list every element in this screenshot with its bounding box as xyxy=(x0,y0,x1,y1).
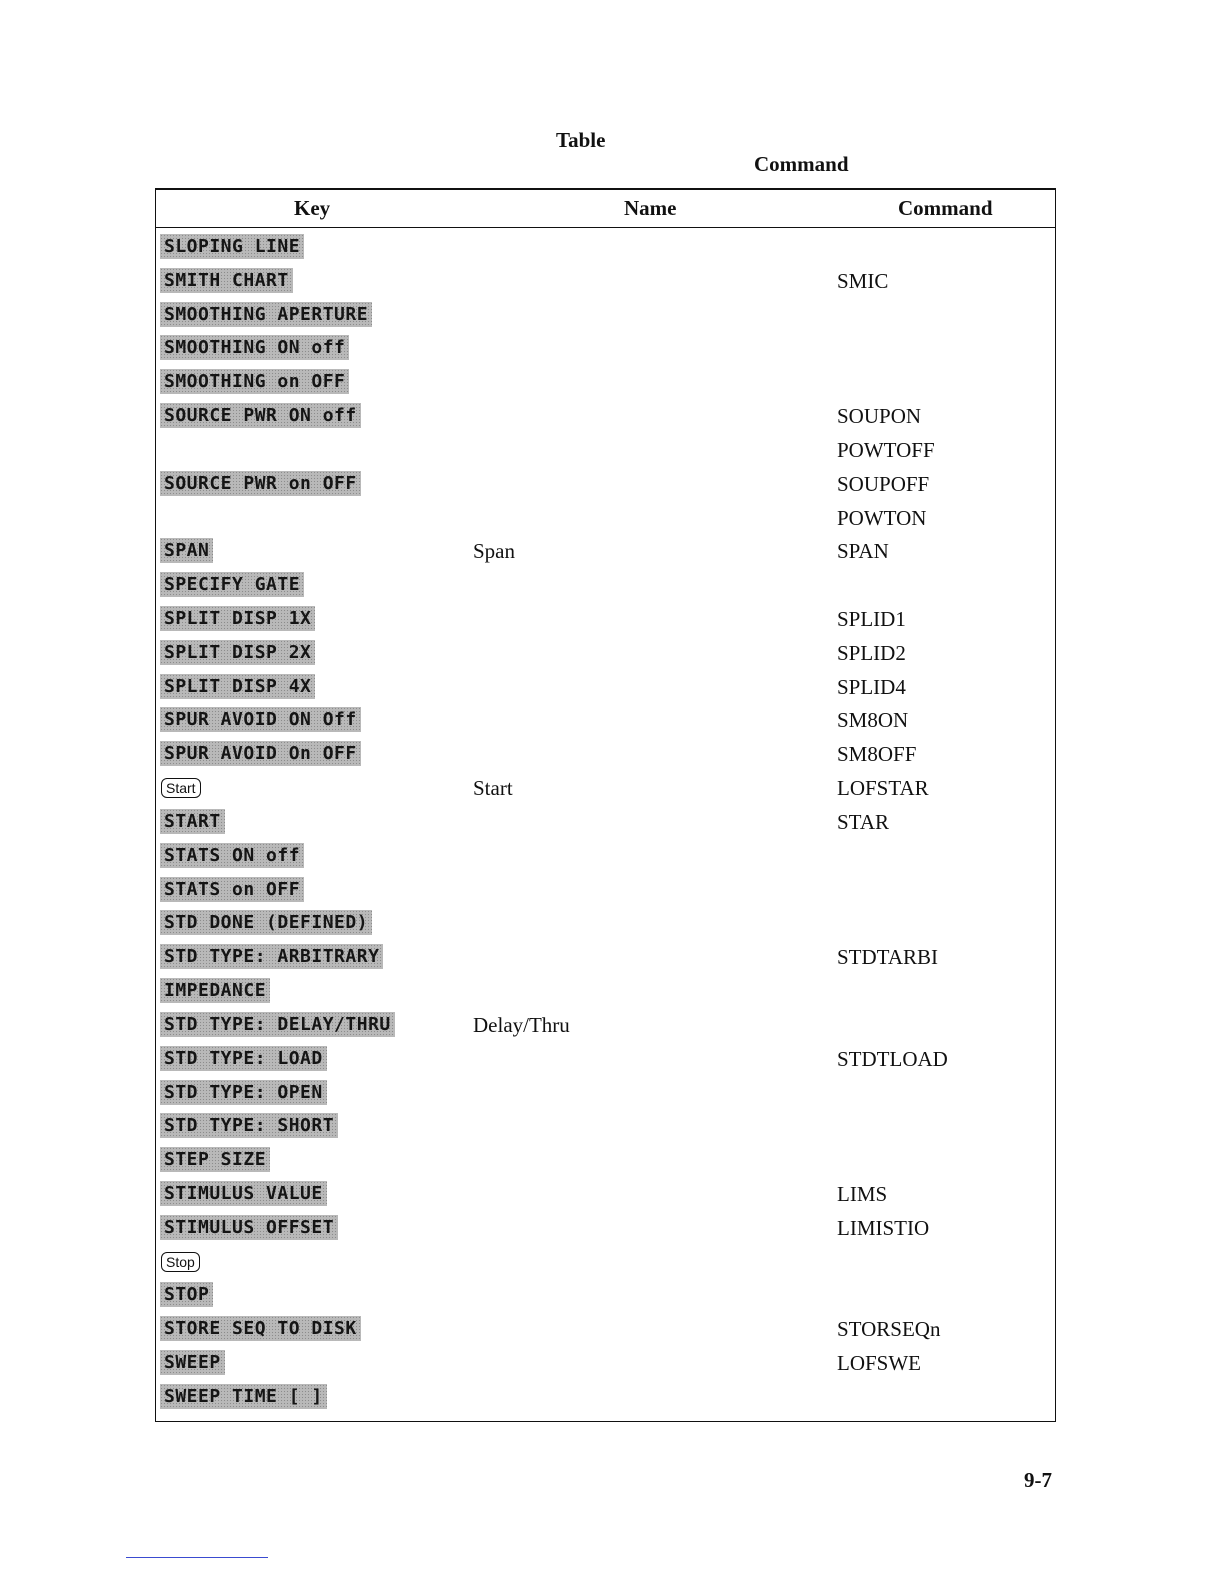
softkey-label: STD TYPE: DELAY/THRU xyxy=(160,1012,395,1037)
table-row xyxy=(157,1314,1052,1344)
table-row xyxy=(157,841,1052,871)
table-row xyxy=(157,807,1052,837)
table-row xyxy=(157,1145,1052,1175)
table-row xyxy=(157,570,1052,600)
softkey-label: SMOOTHING APERTURE xyxy=(160,302,372,327)
function-name: Start xyxy=(473,776,513,801)
gpib-command: SOUPON xyxy=(837,404,922,429)
table-row xyxy=(157,1213,1052,1243)
table-row xyxy=(157,773,1052,803)
header-key: Key xyxy=(294,196,331,220)
table-row xyxy=(157,367,1052,397)
gpib-command: STAR xyxy=(837,809,889,834)
softkey-label: STD TYPE: ARBITRARY xyxy=(160,944,383,969)
table-row xyxy=(157,536,1052,566)
table-row xyxy=(157,1078,1052,1108)
gpib-command: SPAN xyxy=(837,539,889,564)
softkey-label: STEP SIZE xyxy=(160,1147,270,1172)
softkey-label: SLOPING LINE xyxy=(160,234,304,259)
page-number: 9-7 xyxy=(1024,1468,1052,1492)
gpib-command: LIMISTIO xyxy=(837,1215,930,1240)
header-divider xyxy=(155,227,1056,228)
softkey-label: STD TYPE: LOAD xyxy=(160,1046,327,1071)
table-row xyxy=(157,300,1052,330)
gpib-command: STDTARBI xyxy=(837,945,938,970)
hardkey-label: Start xyxy=(161,778,201,798)
softkey-label: SPLIT DISP 1X xyxy=(160,606,315,631)
softkey-label: START xyxy=(160,809,225,834)
gpib-command: STDTLOAD xyxy=(837,1046,948,1071)
table-row xyxy=(157,1179,1052,1209)
table-caption-subtitle: Command xyxy=(754,152,849,176)
softkey-label: STIMULUS OFFSET xyxy=(160,1215,338,1240)
gpib-command: POWTON xyxy=(837,505,927,530)
softkey-label: SWEEP TIME [ ] xyxy=(160,1384,327,1409)
table-row xyxy=(157,942,1052,972)
softkey-label: STD TYPE: OPEN xyxy=(160,1080,327,1105)
softkey-label: STORE SEQ TO DISK xyxy=(160,1316,361,1341)
softkey-label: STIMULUS VALUE xyxy=(160,1181,327,1206)
table-row xyxy=(157,1044,1052,1074)
table-row xyxy=(157,739,1052,769)
table-row xyxy=(157,1010,1052,1040)
footer-rule xyxy=(126,1557,268,1558)
softkey-label: SPECIFY GATE xyxy=(160,572,304,597)
table-row xyxy=(157,638,1052,668)
table-row xyxy=(157,875,1052,905)
table-row xyxy=(157,333,1052,363)
softkey-label: SPUR AVOID On OFF xyxy=(160,741,361,766)
gpib-command: LOFSTAR xyxy=(837,776,929,801)
table-row xyxy=(157,1111,1052,1141)
softkey-label: SMOOTHING ON off xyxy=(160,335,349,360)
table-row xyxy=(157,976,1052,1006)
function-name: Span xyxy=(473,539,515,564)
softkey-label: STD TYPE: SHORT xyxy=(160,1113,338,1138)
table-row xyxy=(157,1280,1052,1310)
softkey-label: SOURCE PWR ON off xyxy=(160,403,361,428)
softkey-label: SPUR AVOID ON Off xyxy=(160,707,361,732)
softkey-label: SMITH CHART xyxy=(160,268,293,293)
table-row xyxy=(157,266,1052,296)
table-row xyxy=(157,604,1052,634)
table-row xyxy=(157,1247,1052,1277)
function-name: Delay/Thru xyxy=(473,1012,570,1037)
gpib-command: POWTOFF xyxy=(837,437,935,462)
gpib-command: LOFSWE xyxy=(837,1351,921,1376)
gpib-command: SOUPOFF xyxy=(837,471,930,496)
softkey-label: SWEEP xyxy=(160,1350,225,1375)
gpib-command: LIMS xyxy=(837,1181,888,1206)
gpib-command: SM8ON xyxy=(837,708,909,733)
softkey-label: SMOOTHING on OFF xyxy=(160,369,349,394)
gpib-command: STORSEQn xyxy=(837,1317,941,1342)
table-caption-title: Table xyxy=(556,128,606,152)
gpib-command: SPLID1 xyxy=(837,607,906,632)
table-row xyxy=(157,1348,1052,1378)
softkey-label: STOP xyxy=(160,1282,213,1307)
softkey-label: STD DONE (DEFINED) xyxy=(160,910,372,935)
softkey-label: SPLIT DISP 4X xyxy=(160,674,315,699)
softkey-label: IMPEDANCE xyxy=(160,978,270,1003)
header-command: Command xyxy=(898,196,993,220)
softkey-label: SPAN xyxy=(160,538,213,563)
table-row xyxy=(157,672,1052,702)
table-row xyxy=(157,232,1052,262)
gpib-command: SPLID2 xyxy=(837,640,906,665)
gpib-command: SPLID4 xyxy=(837,674,906,699)
header-name: Name xyxy=(624,196,677,220)
table-row xyxy=(157,435,1052,465)
softkey-label: SPLIT DISP 2X xyxy=(160,640,315,665)
table-row xyxy=(157,503,1052,533)
gpib-command: SMIC xyxy=(837,268,889,293)
table-row xyxy=(157,469,1052,499)
hardkey-label: Stop xyxy=(161,1252,200,1272)
table-row xyxy=(157,401,1052,431)
table-row xyxy=(157,705,1052,735)
softkey-label: STATS ON off xyxy=(160,843,304,868)
softkey-label: SOURCE PWR on OFF xyxy=(160,471,361,496)
table-row xyxy=(157,1382,1052,1412)
softkey-label: STATS on OFF xyxy=(160,877,304,902)
gpib-command: SM8OFF xyxy=(837,742,917,767)
table-row xyxy=(157,908,1052,938)
